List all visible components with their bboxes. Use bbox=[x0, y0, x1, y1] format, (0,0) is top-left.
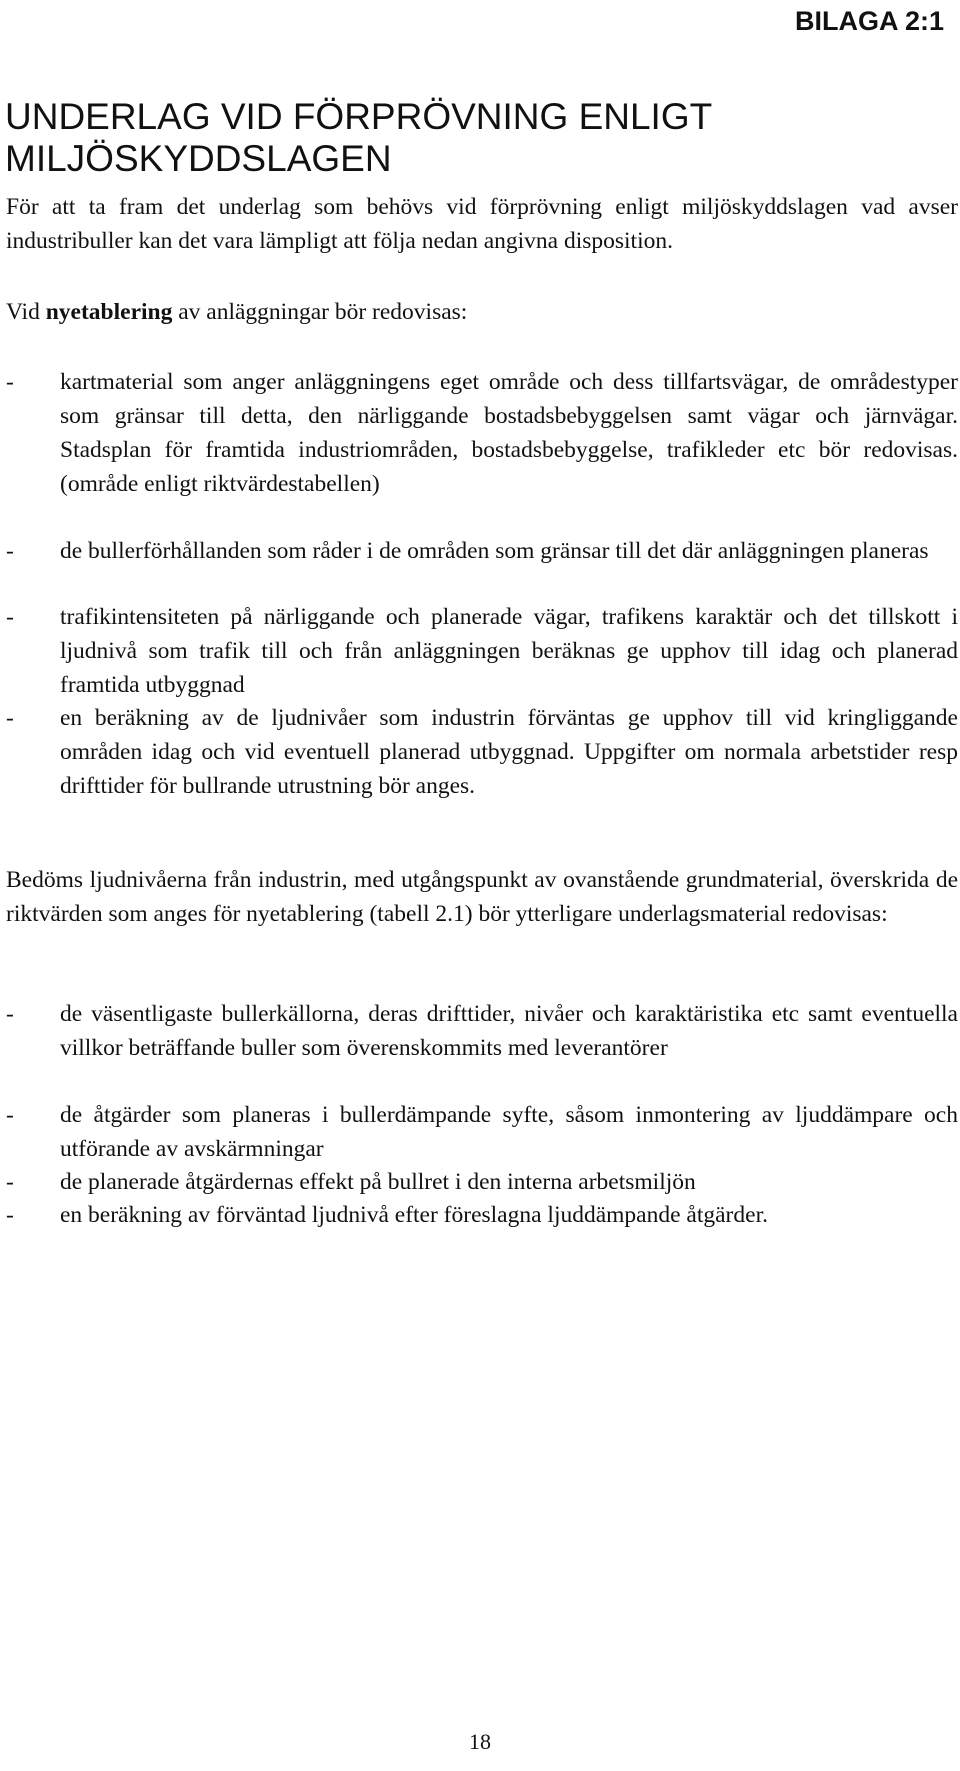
list-item-text: en beräkning av förväntad ljudnivå efter föreslagna ljuddämpande åtgärder. bbox=[60, 1202, 768, 1228]
appendix-badge: BILAGA 2:1 bbox=[794, 6, 944, 36]
page-number: 18 bbox=[469, 1729, 491, 1754]
list-item bbox=[6, 1098, 958, 1166]
list-dash: - bbox=[6, 705, 14, 731]
list-dash: - bbox=[6, 369, 14, 395]
list-item bbox=[6, 365, 958, 501]
list-item-text: de planerade åtgärdernas effekt på bullret i den interna arbetsmiljön bbox=[60, 1169, 696, 1195]
new-establishment-lead bbox=[6, 295, 958, 329]
list-dash: - bbox=[6, 1169, 14, 1195]
list-dash: - bbox=[6, 1102, 14, 1128]
list-item bbox=[6, 1165, 958, 1199]
list-item-text: kartmaterial som anger anläggningens eget område och dess tillfartsvägar, de områdestyper som gränsar till detta, den närliggande bostadsbebyggelsen samt vägar och järnvägar. Stadsplan för framtida industriområden, bostadsbebyggelse, trafikleder etc bör redovisas. (område enligt riktvärdestabellen) bbox=[60, 369, 958, 497]
list-item bbox=[6, 1198, 958, 1232]
list-item-text: en beräkning av de ljudnivåer som industrin förväntas ge upphov till vid kringliggande områden idag och vid eventuell planerad utbyggnad. Uppgifter om normala arbetstider resp drifttider för bullrande utrustning bör anges. bbox=[60, 705, 958, 799]
page-title: UNDERLAG VID FÖRPRÖVNING ENLIGT MILJÖSKYDDSLAGEN bbox=[5, 96, 712, 179]
list-item bbox=[6, 600, 958, 702]
list-item bbox=[6, 701, 958, 803]
lead-prefix: Vid bbox=[6, 299, 46, 325]
list-item-text: de åtgärder som planeras i bullerdämpande syfte, såsom inmontering av ljuddämpare och utförande av avskärmningar bbox=[60, 1102, 958, 1162]
list-dash: - bbox=[6, 604, 14, 630]
list-item bbox=[6, 534, 958, 568]
list-dash: - bbox=[6, 538, 14, 564]
intro-paragraph: För att ta fram det underlag som behövs vid förprövning enligt miljöskyddslagen vad avser industribuller kan det vara lämpligt att följa nedan angivna disposition. bbox=[6, 194, 958, 254]
list-dash: - bbox=[6, 1202, 14, 1228]
lead-suffix: av anläggningar bör redovisas: bbox=[172, 299, 468, 325]
list-item-text: de bullerförhållanden som råder i de områden som gränsar till det där anläggningen planeras bbox=[60, 538, 929, 564]
list-dash: - bbox=[6, 1001, 14, 1027]
supplementary-paragraph: Bedöms ljudnivåerna från industrin, med utgångspunkt av ovanstående grundmaterial, överskrida de riktvärden som anges för nyetablering (tabell 2.1) bör ytterligare underlagsmaterial redovisas: bbox=[6, 867, 958, 927]
list-item-text: de väsentligaste bullerkällorna, deras drifttider, nivåer och karaktäristika etc samt eventuella villkor beträffande buller som överenskommits med leverantörer bbox=[60, 1001, 958, 1061]
list-item-text: trafikintensiteten på närliggande och planerade vägar, trafikens karaktär och det tillskott i ljudnivå som trafik till och från anläggningen beräknas ge upphov till idag och planerad framtida utbyggnad bbox=[60, 604, 958, 698]
lead-keyword: nyetablering bbox=[45, 299, 173, 325]
list-item bbox=[6, 997, 958, 1065]
